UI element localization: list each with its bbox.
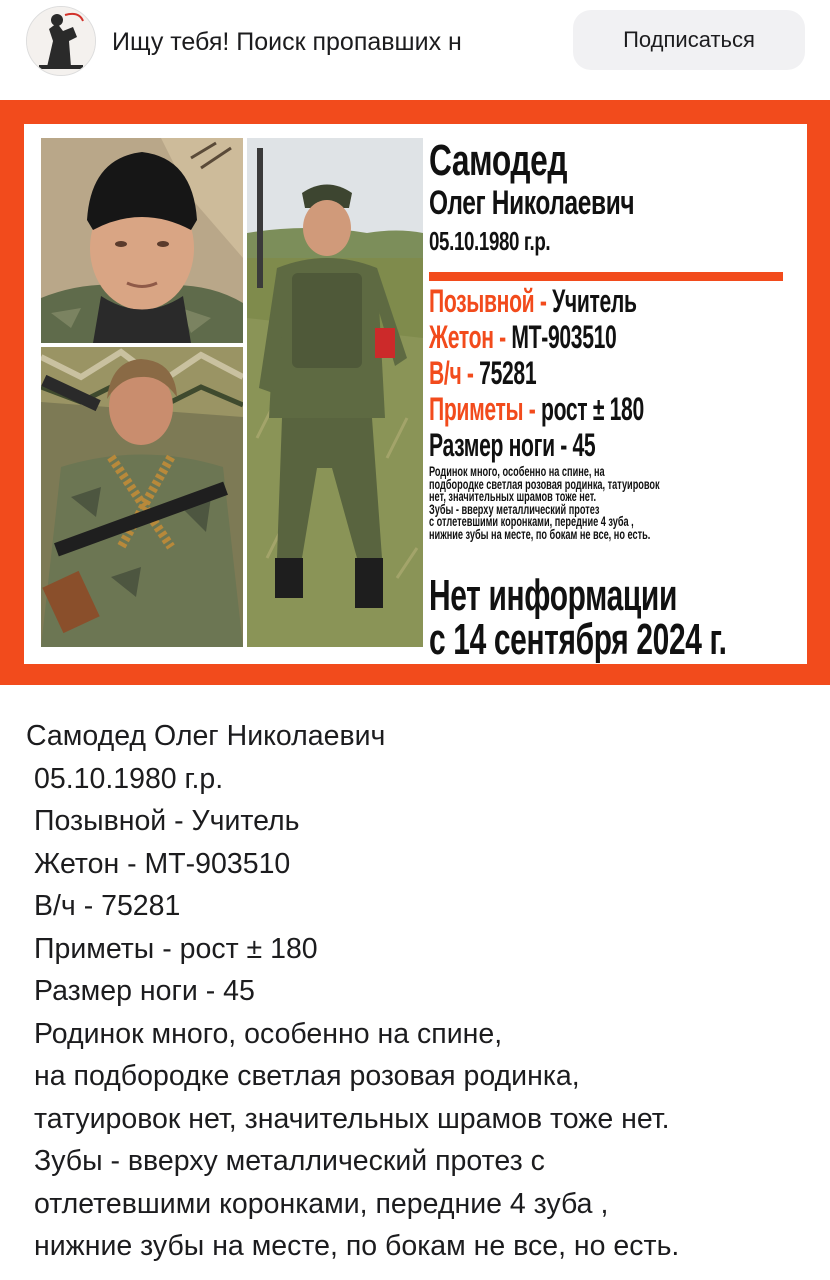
poster-desc-line: Зубы - вверху металлический протез bbox=[429, 501, 600, 517]
poster-desc-line: подбородке светлая розовая родинка, татуировок bbox=[429, 476, 660, 492]
missing-person-poster[interactable] bbox=[0, 100, 830, 685]
poster-field-callsign: Позывной - Учитель bbox=[429, 283, 637, 319]
poster-field-tag: Жетон - МТ-903510 bbox=[429, 319, 617, 355]
poster-desc-line: нижние зубы на месте, по бокам не все, но есть. bbox=[429, 526, 651, 542]
poster-field-shoe-size: Размер ноги - 45 bbox=[429, 427, 596, 463]
channel-title[interactable]: Ищу тебя! Поиск пропавших н bbox=[112, 28, 462, 56]
poster-card bbox=[24, 124, 807, 664]
post-line: нижние зубы на месте, по бокам не все, но есть. bbox=[34, 1230, 680, 1262]
poster-desc-line: Родинок много, особенно на спине, на bbox=[429, 464, 605, 479]
post-line: Приметы - рост ± 180 bbox=[34, 932, 318, 965]
post-line: Родинок много, особенно на спине, bbox=[34, 1017, 503, 1050]
post-line: Самодед Олег Николаевич bbox=[26, 720, 386, 752]
full-body-photo bbox=[247, 138, 423, 647]
post-line: В/ч - 75281 bbox=[34, 890, 181, 922]
post-text bbox=[26, 715, 816, 1268]
poster-desc-line: нет, значительных шрамов тоже нет. bbox=[429, 489, 597, 505]
post-line: 05.10.1980 г.р. bbox=[34, 762, 224, 795]
post-line: Жетон - МТ-903510 bbox=[34, 847, 291, 880]
poster-name: Олег Николаевич bbox=[429, 184, 635, 222]
poster-no-info: Нет информации bbox=[429, 571, 678, 620]
poster-description bbox=[429, 466, 783, 542]
portrait-photo bbox=[41, 138, 243, 343]
title-fade bbox=[520, 20, 580, 64]
channel-header bbox=[0, 0, 830, 90]
post-line: Зубы - вверху металлический протез с bbox=[34, 1145, 545, 1177]
poster-dob: 05.10.1980 г.р. bbox=[429, 226, 551, 256]
poster-surname: Самодед bbox=[429, 136, 568, 185]
machine-gun-photo bbox=[41, 347, 243, 647]
post-line: Размер ноги - 45 bbox=[34, 975, 255, 1007]
channel-avatar-icon[interactable] bbox=[26, 6, 96, 76]
post-line: Позывной - Учитель bbox=[34, 805, 300, 837]
poster-field-features: Приметы - рост ± 180 bbox=[429, 391, 644, 427]
subscribe-button[interactable]: Подписаться bbox=[573, 10, 805, 70]
post-line: на подбородке светлая розовая родинка, bbox=[34, 1060, 580, 1092]
poster-since-date: с 14 сентября 2024 г. bbox=[429, 615, 727, 664]
poster-field-unit: В/ч - 75281 bbox=[429, 355, 537, 391]
poster-divider bbox=[429, 272, 783, 281]
poster-desc-line: с отлетевшими коронками, передние 4 зуба , bbox=[429, 514, 634, 530]
post-line: отлетевшими коронками, передние 4 зуба , bbox=[34, 1187, 609, 1220]
post-line: татуировок нет, значительных шрамов тоже нет. bbox=[34, 1102, 670, 1135]
